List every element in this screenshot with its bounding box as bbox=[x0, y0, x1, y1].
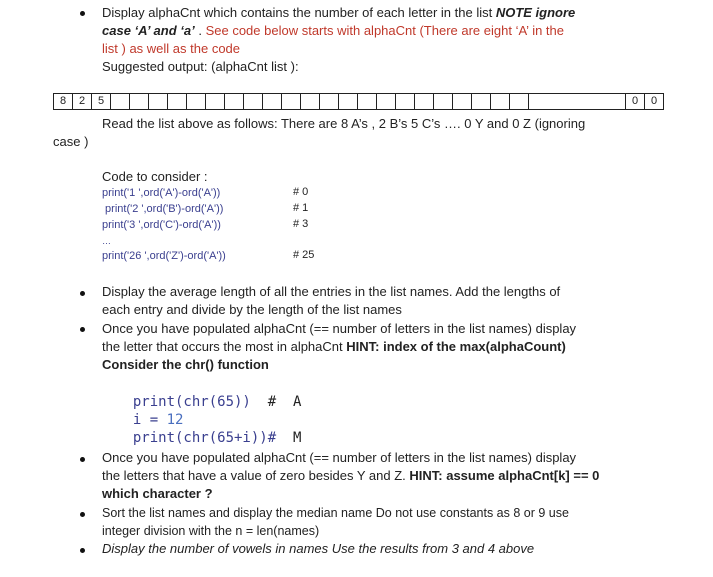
code-line-26: print('26 ',ord('Z')-ord('A')) bbox=[102, 250, 226, 262]
cell bbox=[491, 94, 510, 110]
cell bbox=[206, 94, 225, 110]
cell: 2 bbox=[73, 94, 92, 110]
code-comment-3: # 3 bbox=[293, 218, 309, 230]
bullet-dot bbox=[80, 291, 85, 296]
cell bbox=[472, 94, 491, 110]
code-comment-1: # 0 bbox=[293, 186, 309, 198]
alphacnt-cells bbox=[53, 93, 664, 110]
chr-example-3: print(chr(65+i))# M bbox=[132, 430, 302, 446]
max-letter-line2: the letter that occurs the most in alphaCnt HINT: index of the max(alphaCount) bbox=[102, 339, 566, 354]
hint-max: HINT: index of the max(alphaCount) bbox=[346, 339, 566, 354]
cell-gap bbox=[529, 94, 626, 110]
cell bbox=[225, 94, 244, 110]
chr-example-2: i = 12 bbox=[132, 412, 184, 428]
bullet-dot bbox=[80, 457, 85, 462]
cell bbox=[282, 94, 301, 110]
bullet-dot bbox=[80, 11, 85, 16]
vowels-instruction: Display the number of vowels in names Use the results from 3 and 4 above bbox=[102, 541, 535, 556]
cell bbox=[130, 94, 149, 110]
cell: 0 bbox=[645, 94, 664, 110]
cell bbox=[168, 94, 187, 110]
bullet-dot bbox=[80, 548, 85, 553]
average-length-line1: Display the average length of all the entries in the list names. Add the lengths of bbox=[102, 284, 561, 299]
max-letter-line1: Once you have populated alphaCnt (== number of letters in the list names) display bbox=[102, 321, 577, 336]
code-line-2: print('2 ',ord('B')-ord('A')) bbox=[102, 203, 224, 215]
code-ellipsis: … bbox=[102, 236, 111, 246]
bullet-dot bbox=[80, 327, 85, 332]
cell bbox=[244, 94, 263, 110]
cell: 8 bbox=[54, 94, 73, 110]
cell bbox=[358, 94, 377, 110]
zero-letters-line2: the letters that have a value of zero besides Y and Z. HINT: assume alphaCnt[k] == 0 bbox=[102, 468, 600, 483]
cell bbox=[149, 94, 168, 110]
zero-letters-line3: which character ? bbox=[102, 486, 213, 501]
code-comment-26: # 25 bbox=[293, 249, 315, 261]
code-line-3: print('3 ',ord('C')-ord('A')) bbox=[102, 219, 221, 231]
average-length-line2: each entry and divide by the length of the list names bbox=[102, 302, 402, 317]
alphacnt-instruction-line3: list ) as well as the code bbox=[102, 41, 241, 56]
cell bbox=[111, 94, 130, 110]
cell bbox=[396, 94, 415, 110]
cell bbox=[453, 94, 472, 110]
code-heading: Code to consider : bbox=[102, 169, 208, 184]
alphacnt-instruction-line1: Display alphaCnt which contains the number of each letter in the list NOTE ignore bbox=[102, 5, 576, 20]
sort-median-line1: Sort the list names and display the median name Do not use constants as 8 or 9 use bbox=[102, 506, 569, 520]
cell bbox=[187, 94, 206, 110]
cell: 5 bbox=[92, 94, 111, 110]
chr-function-hint: Consider the chr() function bbox=[102, 357, 269, 372]
zero-letters-line1: Once you have populated alphaCnt (== number of letters in the list names) display bbox=[102, 450, 577, 465]
hint-zero: HINT: assume alphaCnt[k] == 0 bbox=[409, 468, 600, 483]
code-line-1: print('1 ',ord('A')-ord('A')) bbox=[102, 187, 221, 199]
suggested-output-label: Suggested output: (alphaCnt list ): bbox=[102, 59, 299, 74]
note-ignore: NOTE ignore bbox=[495, 5, 576, 20]
cell bbox=[434, 94, 453, 110]
cell bbox=[510, 94, 529, 110]
cell bbox=[377, 94, 396, 110]
chr-example-1: print(chr(65)) # A bbox=[132, 394, 302, 410]
cell bbox=[320, 94, 339, 110]
cell bbox=[301, 94, 320, 110]
sort-median-line2: integer division with the n = len(names) bbox=[102, 524, 320, 538]
cell bbox=[415, 94, 434, 110]
cell: 0 bbox=[626, 94, 645, 110]
cell bbox=[339, 94, 358, 110]
read-list-line2: case ) bbox=[53, 134, 89, 149]
code-comment-2: # 1 bbox=[293, 202, 309, 214]
alphacnt-instruction-line2: case ‘A’ and ‘a’ . See code below starts with alphaCnt (There are eight ‘A’ in the bbox=[102, 23, 564, 38]
bullet-dot bbox=[80, 512, 85, 517]
read-list-line1: Read the list above as follows: There are 8 A’s , 2 B’s 5 C’s …. 0 Y and 0 Z (ignoring bbox=[102, 116, 586, 131]
cell bbox=[263, 94, 282, 110]
